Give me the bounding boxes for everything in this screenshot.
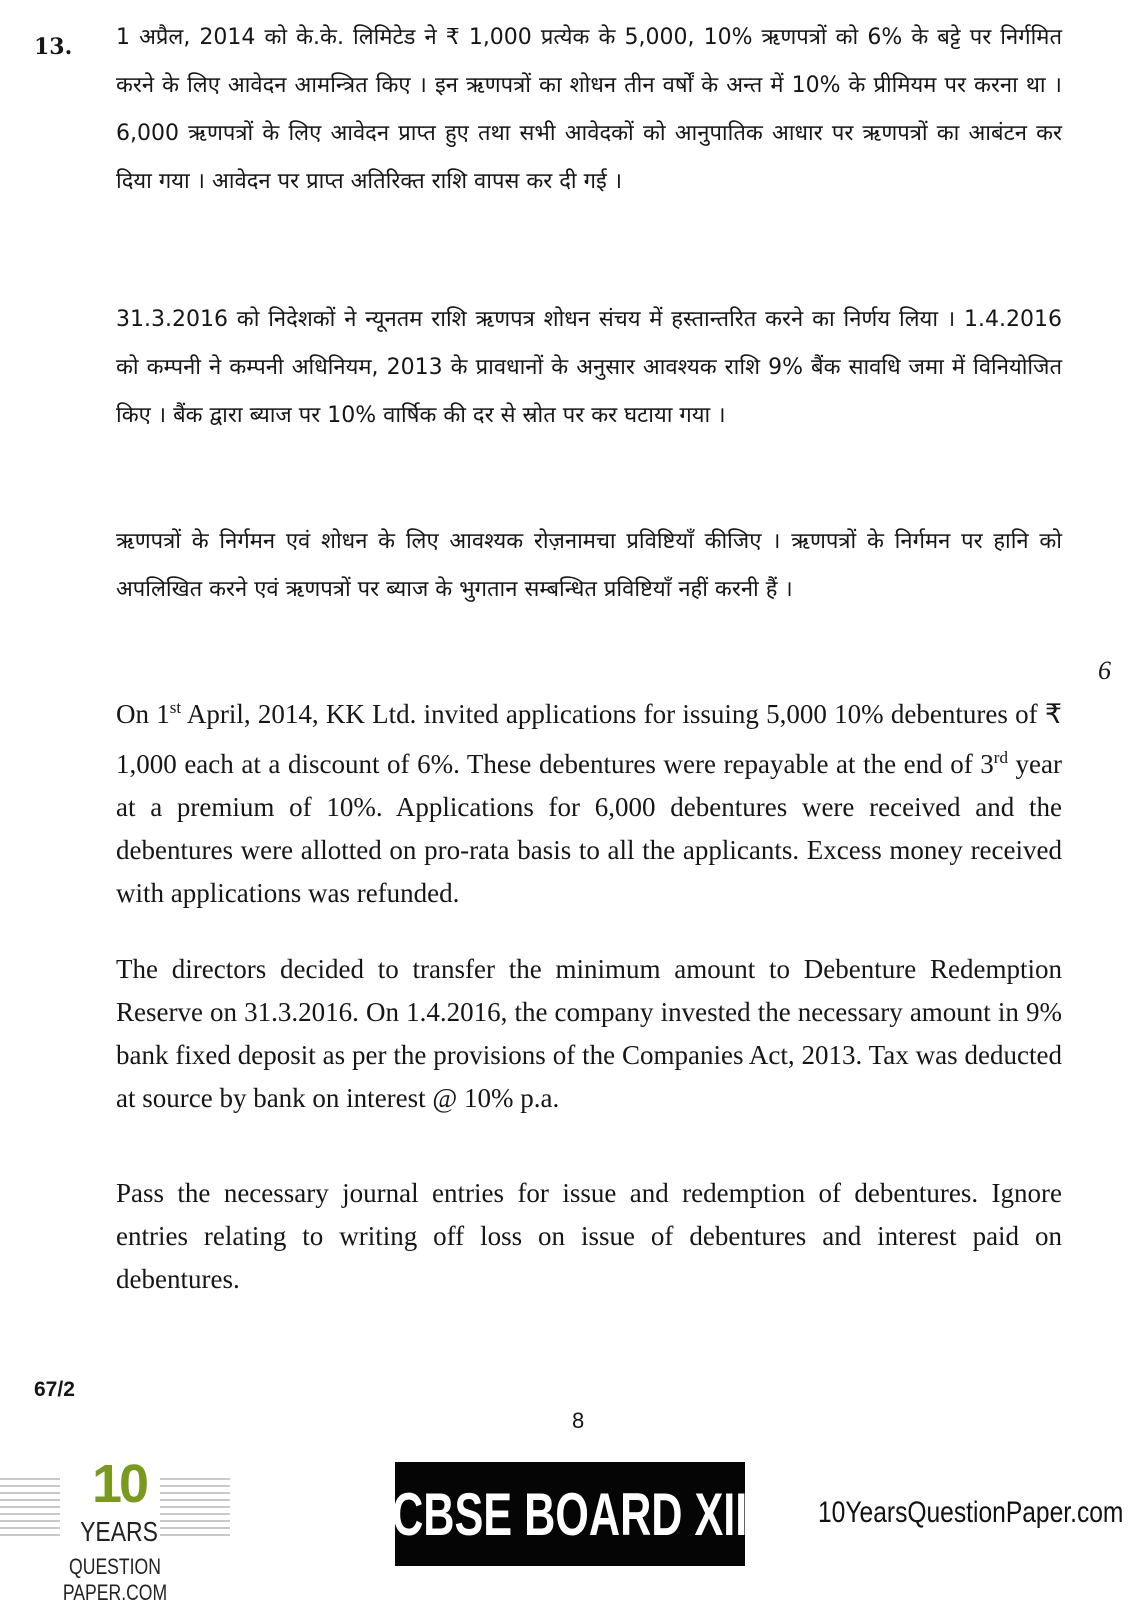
cbse-board-banner [392,1462,748,1566]
website-link[interactable]: 10YearsQuestionPaper.com [818,1496,1124,1529]
english-p1-part-a: On 1 [116,699,170,729]
english-paragraph-2: The directors decided to transfer the minimum amount to Debenture Redemption Reserve on 31.3.2016. On 1.4.2016, the company invested the necessary amount in 9% bank fixed deposit as per the provisions of the Companies Act, 2013. Tax was deducted at source by bank on interest @ 10% p.a. [116,954,1062,1113]
english-p1-part-b: April, 2014, KK Ltd. invited applications for issuing 5,000 10% debentures of ₹ 1,000 each at a discount of 6%. These debentures were repayable at the end of 3 [116,699,1063,779]
hindi-paragraph-3: ऋणपत्रों के निर्गमन एवं शोधन के लिए आवश्यक रोज़नामचा प्रविष्टियाँ कीजिए । ऋणपत्रों के निर्गमन पर हानि को अपलिखित करने एवं ऋणपत्रों पर ब्याज के भुगतान सम्बन्धित प्रविष्टियाँ नहीं करनी हैं । [116,529,1062,602]
marks-label: 6 [1098,656,1111,685]
logo-years-text: YEARS [80,1516,158,1547]
hindi-paragraph-1: 1 अप्रैल, 2014 को के.के. लिमिटेड ने ₹ 1,000 प्रत्येक के 5,000, 10% ऋणपत्रों को 6% के बट्टे पर निर्गमित करने के लिए आवेदन आमन्त्रित किए । इन ऋणपत्रों का शोधन तीन वर्षों के अन्त में 10% के प्रीमियम पर करना था । 6,000 ऋणपत्रों के लिए आवेदन प्राप्त हुए तथा सभी आवेदकों को आनुपातिक आधार पर ऋणपत्रों का आबंटन कर दिया गया । आवेदन पर प्राप्त अतिरिक्त राशि वापस कर दी गई । [116,25,1062,194]
paper-code: 67/2 [34,1378,75,1401]
logo-decoration-lines-left [0,1478,60,1538]
english-paragraph-1 [116,686,1062,915]
english-p1-part-c: year at a premium of 10%. Applications for 6,000 debentures were received and the debentures were allotted on pro-rata basis to all the applicants. Excess money received with applications was refunded. [116,749,1062,908]
ten-years-logo [0,1454,230,1605]
logo-number: 10 [91,1454,147,1514]
superscript-st: st [169,698,182,717]
logo-decoration-lines-right [160,1478,230,1538]
page-number: 8 [572,1408,585,1433]
banner-text: CBSE BOARD XII [392,1480,748,1548]
hindi-paragraph-2: 31.3.2016 को निदेशकों ने न्यूनतम राशि ऋणपत्र शोधन संचय में हस्तान्तरित करने का निर्णय लिया । 1.4.2016 को कम्पनी ने कम्पनी अधिनियम, 2013 के प्रावधानों के अनुसार आवश्यक राशि 9% बैंक सावधि जमा में विनियोजित किए । बैंक द्वारा ब्याज पर 10% वार्षिक की दर से स्रोत पर कर घटाया गया । [116,307,1062,428]
english-paragraph-3: Pass the necessary journal entries for issue and redemption of debentures. Ignore entries relating to writing off loss on issue of debentures and interest paid on debentures. [116,1178,1062,1294]
logo-site-text: QUESTION PAPER.COM [62,1554,168,1605]
superscript-rd: rd [993,748,1008,767]
question-number: 13. [34,34,73,60]
